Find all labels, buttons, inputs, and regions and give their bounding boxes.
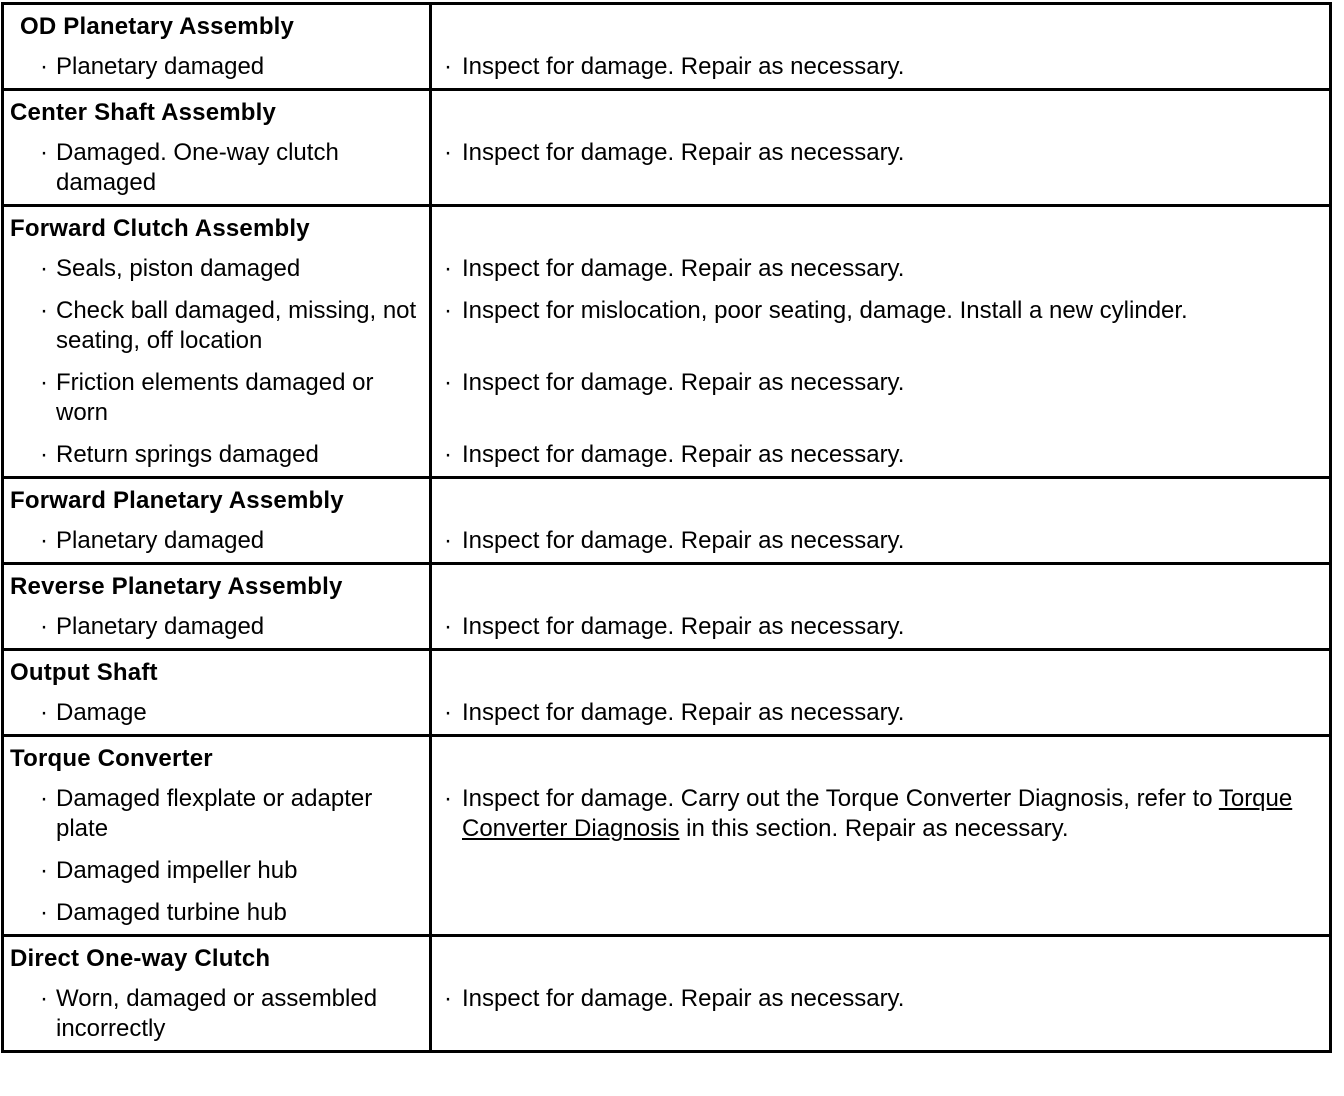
cause-item: [4, 892, 429, 934]
group-title-cell: [3, 90, 431, 133]
remedy-item: [432, 606, 1329, 648]
cause-item: [4, 692, 429, 734]
remedy-cell: [431, 434, 1331, 478]
group-title-cell: [3, 936, 431, 979]
cause-cell: [3, 362, 431, 434]
cause-item: [4, 248, 429, 290]
bullet-icon: ·: [444, 441, 452, 468]
remedy-text: Inspect for damage. Carry out the Torque Converter Diagnosis, refer to: [462, 785, 1219, 812]
remedy-text: Inspect for damage. Repair as necessary.: [462, 53, 905, 80]
remedy-cell: [431, 132, 1331, 206]
bullet-icon: ·: [40, 369, 48, 396]
bullet-icon: ·: [40, 785, 48, 812]
remedy-text: Inspect for damage. Repair as necessary.: [462, 699, 905, 726]
diagnosis-table: [1, 2, 1332, 1053]
bullet-icon: ·: [444, 785, 452, 812]
cause-cell: [3, 606, 431, 650]
cause-text: Seals, piston damaged: [56, 255, 301, 282]
group-header-row: [3, 736, 1331, 779]
group-title-cell: [3, 564, 431, 607]
bullet-icon: ·: [40, 899, 48, 926]
group-title-empty-cell: [431, 650, 1331, 693]
table-row: [3, 606, 1331, 650]
cause-item: [4, 434, 429, 476]
remedy-cell: [431, 290, 1331, 362]
remedy-cell: [431, 778, 1331, 936]
remedy-item: [432, 434, 1329, 476]
cause-text: Planetary damaged: [56, 527, 265, 554]
bullet-icon: ·: [40, 297, 48, 324]
remedy-text: Inspect for damage. Repair as necessary.: [462, 527, 905, 554]
cause-text: Friction elements damaged or worn: [56, 369, 374, 426]
bullet-icon: ·: [444, 53, 452, 80]
bullet-icon: ·: [40, 699, 48, 726]
diagnosis-table-body: [3, 4, 1331, 1052]
bullet-icon: ·: [40, 857, 48, 884]
bullet-icon: ·: [40, 53, 48, 80]
group-title-cell: [3, 736, 431, 779]
remedy-text: Inspect for damage. Repair as necessary.: [462, 441, 905, 468]
cause-text: Return springs damaged: [56, 441, 319, 468]
cause-cell: [3, 892, 431, 936]
bullet-icon: ·: [444, 527, 452, 554]
remedy-cell: [431, 692, 1331, 736]
bullet-icon: ·: [444, 369, 452, 396]
cause-item: [4, 778, 429, 850]
bullet-icon: ·: [444, 699, 452, 726]
cause-cell: [3, 778, 431, 850]
remedy-item: [432, 978, 1329, 1020]
table-row: [3, 248, 1331, 290]
group-title-cell: [3, 478, 431, 521]
cause-text: Worn, damaged or assembled incorrectly: [56, 985, 378, 1042]
bullet-icon: ·: [40, 613, 48, 640]
remedy-item: [432, 362, 1329, 404]
cause-cell: [3, 290, 431, 362]
group-header-row: [3, 206, 1331, 249]
group-header-row: [3, 936, 1331, 979]
remedy-text: Inspect for damage. Repair as necessary.: [462, 369, 905, 396]
bullet-icon: ·: [40, 139, 48, 166]
group-title-empty-cell: [431, 736, 1331, 779]
group-title: Output Shaft: [10, 659, 158, 686]
group-title: Direct One-way Clutch: [10, 945, 271, 972]
group-title: Torque Converter: [10, 745, 213, 772]
remedy-item: [432, 290, 1329, 332]
table-row: [3, 778, 1331, 850]
bullet-icon: ·: [40, 441, 48, 468]
group-title: Reverse Planetary Assembly: [10, 573, 343, 600]
bullet-icon: ·: [40, 527, 48, 554]
bullet-icon: ·: [444, 297, 452, 324]
remedy-cell: [431, 248, 1331, 290]
remedy-cell: [431, 46, 1331, 90]
cause-item: [4, 520, 429, 562]
cause-text: Damaged turbine hub: [56, 899, 287, 926]
group-title-empty-cell: [431, 936, 1331, 979]
group-header-row: [3, 90, 1331, 133]
group-header-row: [3, 650, 1331, 693]
remedy-item: [432, 46, 1329, 88]
cause-text: Damaged. One-way clutch damaged: [56, 139, 339, 196]
bullet-icon: ·: [444, 985, 452, 1012]
cause-text: Damage: [56, 699, 147, 726]
cause-text: Damaged impeller hub: [56, 857, 298, 884]
remedy-text: in this section. Repair as necessary.: [679, 815, 1069, 842]
group-title-empty-cell: [431, 4, 1331, 47]
cause-cell: [3, 978, 431, 1052]
group-title-empty-cell: [431, 206, 1331, 249]
group-header-row: [3, 4, 1331, 47]
group-title-empty-cell: [431, 90, 1331, 133]
remedy-item: [432, 778, 1329, 850]
cause-cell: [3, 850, 431, 892]
bullet-icon: ·: [40, 985, 48, 1012]
table-row: [3, 290, 1331, 362]
cause-item: [4, 290, 429, 362]
bullet-icon: ·: [40, 255, 48, 282]
bullet-icon: ·: [444, 139, 452, 166]
table-row: [3, 434, 1331, 478]
group-title-cell: [3, 650, 431, 693]
group-title: Forward Clutch Assembly: [10, 215, 310, 242]
remedy-text: Inspect for damage. Repair as necessary.: [462, 255, 905, 282]
remedy-item: [432, 520, 1329, 562]
cause-cell: [3, 132, 431, 206]
remedy-cell: [431, 520, 1331, 564]
table-row: [3, 132, 1331, 206]
cause-cell: [3, 46, 431, 90]
remedy-text: Inspect for damage. Repair as necessary.: [462, 613, 905, 640]
cause-text: Planetary damaged: [56, 53, 265, 80]
cause-item: [4, 606, 429, 648]
group-title: Center Shaft Assembly: [10, 99, 277, 126]
group-header-row: [3, 478, 1331, 521]
group-title-empty-cell: [431, 564, 1331, 607]
cause-item: [4, 132, 429, 204]
remedy-text: Inspect for damage. Repair as necessary.: [462, 985, 905, 1012]
remedy-cell: [431, 606, 1331, 650]
remedy-item: [432, 132, 1329, 174]
remedy-cell: [431, 978, 1331, 1052]
remedy-item: [432, 248, 1329, 290]
table-row: [3, 46, 1331, 90]
torque-converter-diagnosis-link[interactable]: Torque Converter Diagnosis: [462, 785, 1293, 842]
group-title: Forward Planetary Assembly: [10, 487, 344, 514]
group-title-cell: [3, 206, 431, 249]
remedy-cell: [431, 362, 1331, 434]
cause-item: [4, 362, 429, 434]
cause-cell: [3, 692, 431, 736]
remedy-item: [432, 692, 1329, 734]
cause-text: Check ball damaged, missing, not seating, off location: [56, 297, 417, 354]
bullet-icon: ·: [444, 613, 452, 640]
cause-item: [4, 978, 429, 1050]
table-row: [3, 978, 1331, 1052]
group-title-cell: [3, 4, 431, 47]
group-title-empty-cell: [431, 478, 1331, 521]
cause-item: [4, 850, 429, 892]
remedy-text: Inspect for damage. Repair as necessary.: [462, 139, 905, 166]
bullet-icon: ·: [444, 255, 452, 282]
cause-cell: [3, 248, 431, 290]
group-header-row: [3, 564, 1331, 607]
cause-text: Planetary damaged: [56, 613, 265, 640]
cause-cell: [3, 434, 431, 478]
table-row: [3, 362, 1331, 434]
cause-text: Damaged flexplate or adapter plate: [56, 785, 373, 842]
cause-item: [4, 46, 429, 88]
group-title: OD Planetary Assembly: [20, 13, 295, 40]
remedy-text: Inspect for mislocation, poor seating, damage. Install a new cylinder.: [462, 297, 1188, 324]
table-row: [3, 520, 1331, 564]
cause-cell: [3, 520, 431, 564]
table-row: [3, 692, 1331, 736]
